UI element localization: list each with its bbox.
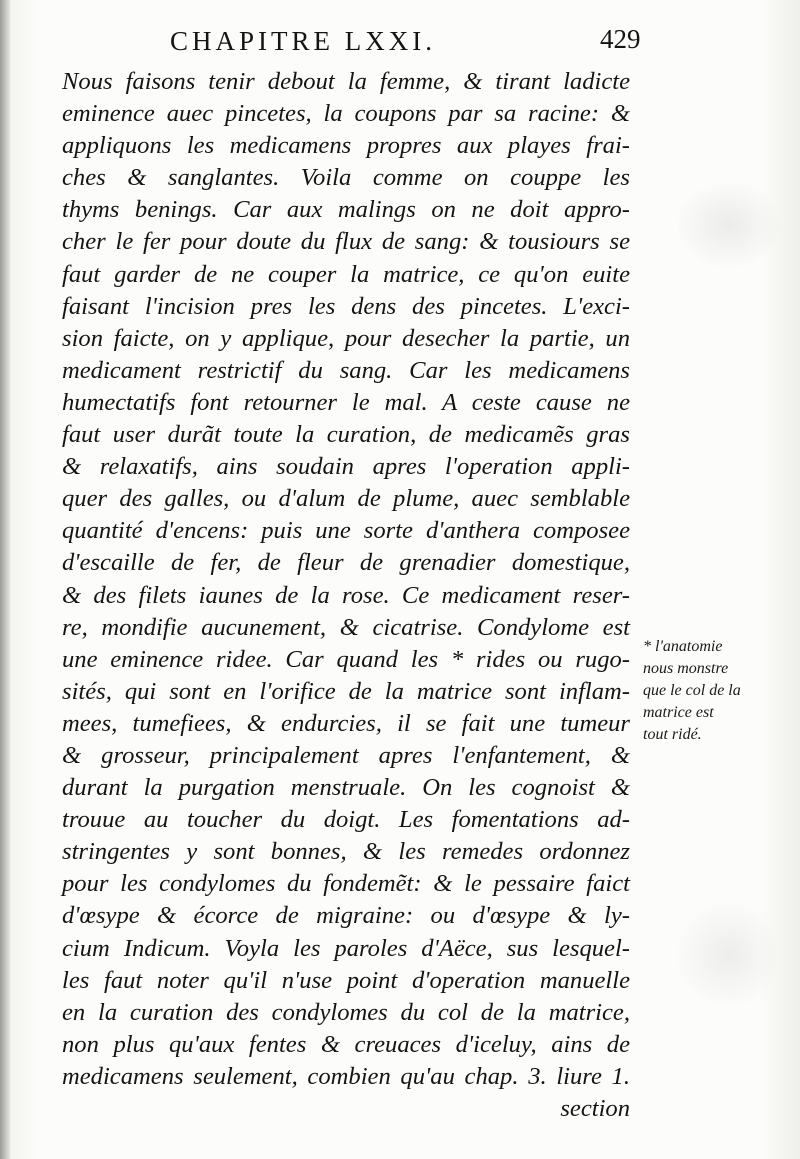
text-line: trouue au toucher du doigt. Les fomentations ad- — [62, 806, 630, 834]
catchword: section — [560, 1095, 630, 1122]
text-line: pour les condylomes du fondemẽt: & le pessaire faict — [62, 870, 630, 898]
margin-note-line: tout ridé. — [643, 726, 702, 743]
text-line: une eminence ridee. Car quand les * rides ou rugo- — [62, 645, 630, 673]
margin-note-line: matrice est — [643, 704, 714, 721]
text-line: humectatifs font retourner le mal. A ceste cause ne — [62, 388, 630, 416]
text-line: en la curation des condylomes du col de la matrice, — [62, 998, 630, 1026]
text-line: stringentes y sont bonnes, & les remedes ordonnez — [62, 838, 630, 866]
text-line: thyms benings. Car aux malings on ne doit appro- — [62, 196, 630, 224]
text-line: quer des galles, ou d'alum de plume, auec semblable — [62, 485, 630, 513]
text-line: non plus qu'aux fentes & creuaces d'iceluy, ains de — [62, 1030, 630, 1058]
margin-note-line: * l'anatomie — [643, 638, 723, 655]
text-line: d'œsype & écorce de migraine: ou d'œsype & ly- — [62, 902, 630, 930]
text-line: medicament restrictif du sang. Car les medicamens — [62, 356, 630, 384]
text-line: les faut noter qu'il n'use point d'operation manuelle — [62, 966, 630, 994]
text-line: mees, tumefiees, & endurcies, il se fait une tumeur — [62, 709, 630, 737]
show-through-smudge — [674, 180, 784, 270]
text-line: sion faicte, on y applique, pour desecher la partie, un — [62, 324, 630, 352]
running-head: CHAPITRE LXXI. — [170, 26, 436, 56]
text-line: & relaxatifs, ains soudain apres l'operation appli- — [62, 453, 630, 481]
page-number: 429 — [600, 24, 641, 54]
text-line: medicamens seulement, combien qu'au chap. 3. liure 1. — [62, 1062, 630, 1090]
text-line: d'escaille de fer, de fleur de grenadier domestique, — [62, 549, 630, 577]
text-line: & des filets iaunes de la rose. Ce medicament reser- — [62, 581, 630, 609]
text-line: cium Indicum. Voyla les paroles d'Aëce, sus lesquel- — [62, 934, 630, 962]
main-text-block — [62, 66, 630, 1125]
margin-note-line: nous monstre — [643, 660, 729, 677]
show-through-smudge — [674, 900, 784, 1010]
text-line: quantité d'encens: puis une sorte d'anthera composee — [62, 517, 630, 545]
text-line: Nous faisons tenir debout la femme, & tirant ladicte — [62, 68, 630, 95]
text-line: ches & sanglantes. Voila comme on couppe les — [62, 164, 630, 192]
text-line: eminence auec pincetes, la coupons par sa racine: & — [62, 100, 630, 128]
text-line: sités, qui sont en l'orifice de la matrice sont inflam- — [62, 677, 630, 705]
text-line: re, mondifie aucunement, & cicatrise. Condylome est — [62, 613, 630, 641]
text-line: faisant l'incision pres les dens des pincetes. L'exci- — [62, 292, 630, 320]
text-line: durant la purgation menstruale. On les cognoist & — [62, 774, 630, 802]
margin-note — [643, 636, 793, 746]
margin-note-line: que le col de la — [643, 682, 741, 699]
text-line: faut garder de ne couper la matrice, ce qu'on euite — [62, 260, 630, 288]
text-line: appliquons les medicamens propres aux playes frai- — [62, 132, 630, 160]
text-line: & grosseur, principalement apres l'enfantement, & — [62, 741, 630, 769]
text-line: cher le fer pour doute du flux de sang: & tousiours se — [62, 228, 630, 256]
text-line: faut user durãt toute la curation, de medicamẽs gras — [62, 421, 630, 449]
book-spine-shadow — [0, 0, 10, 1159]
